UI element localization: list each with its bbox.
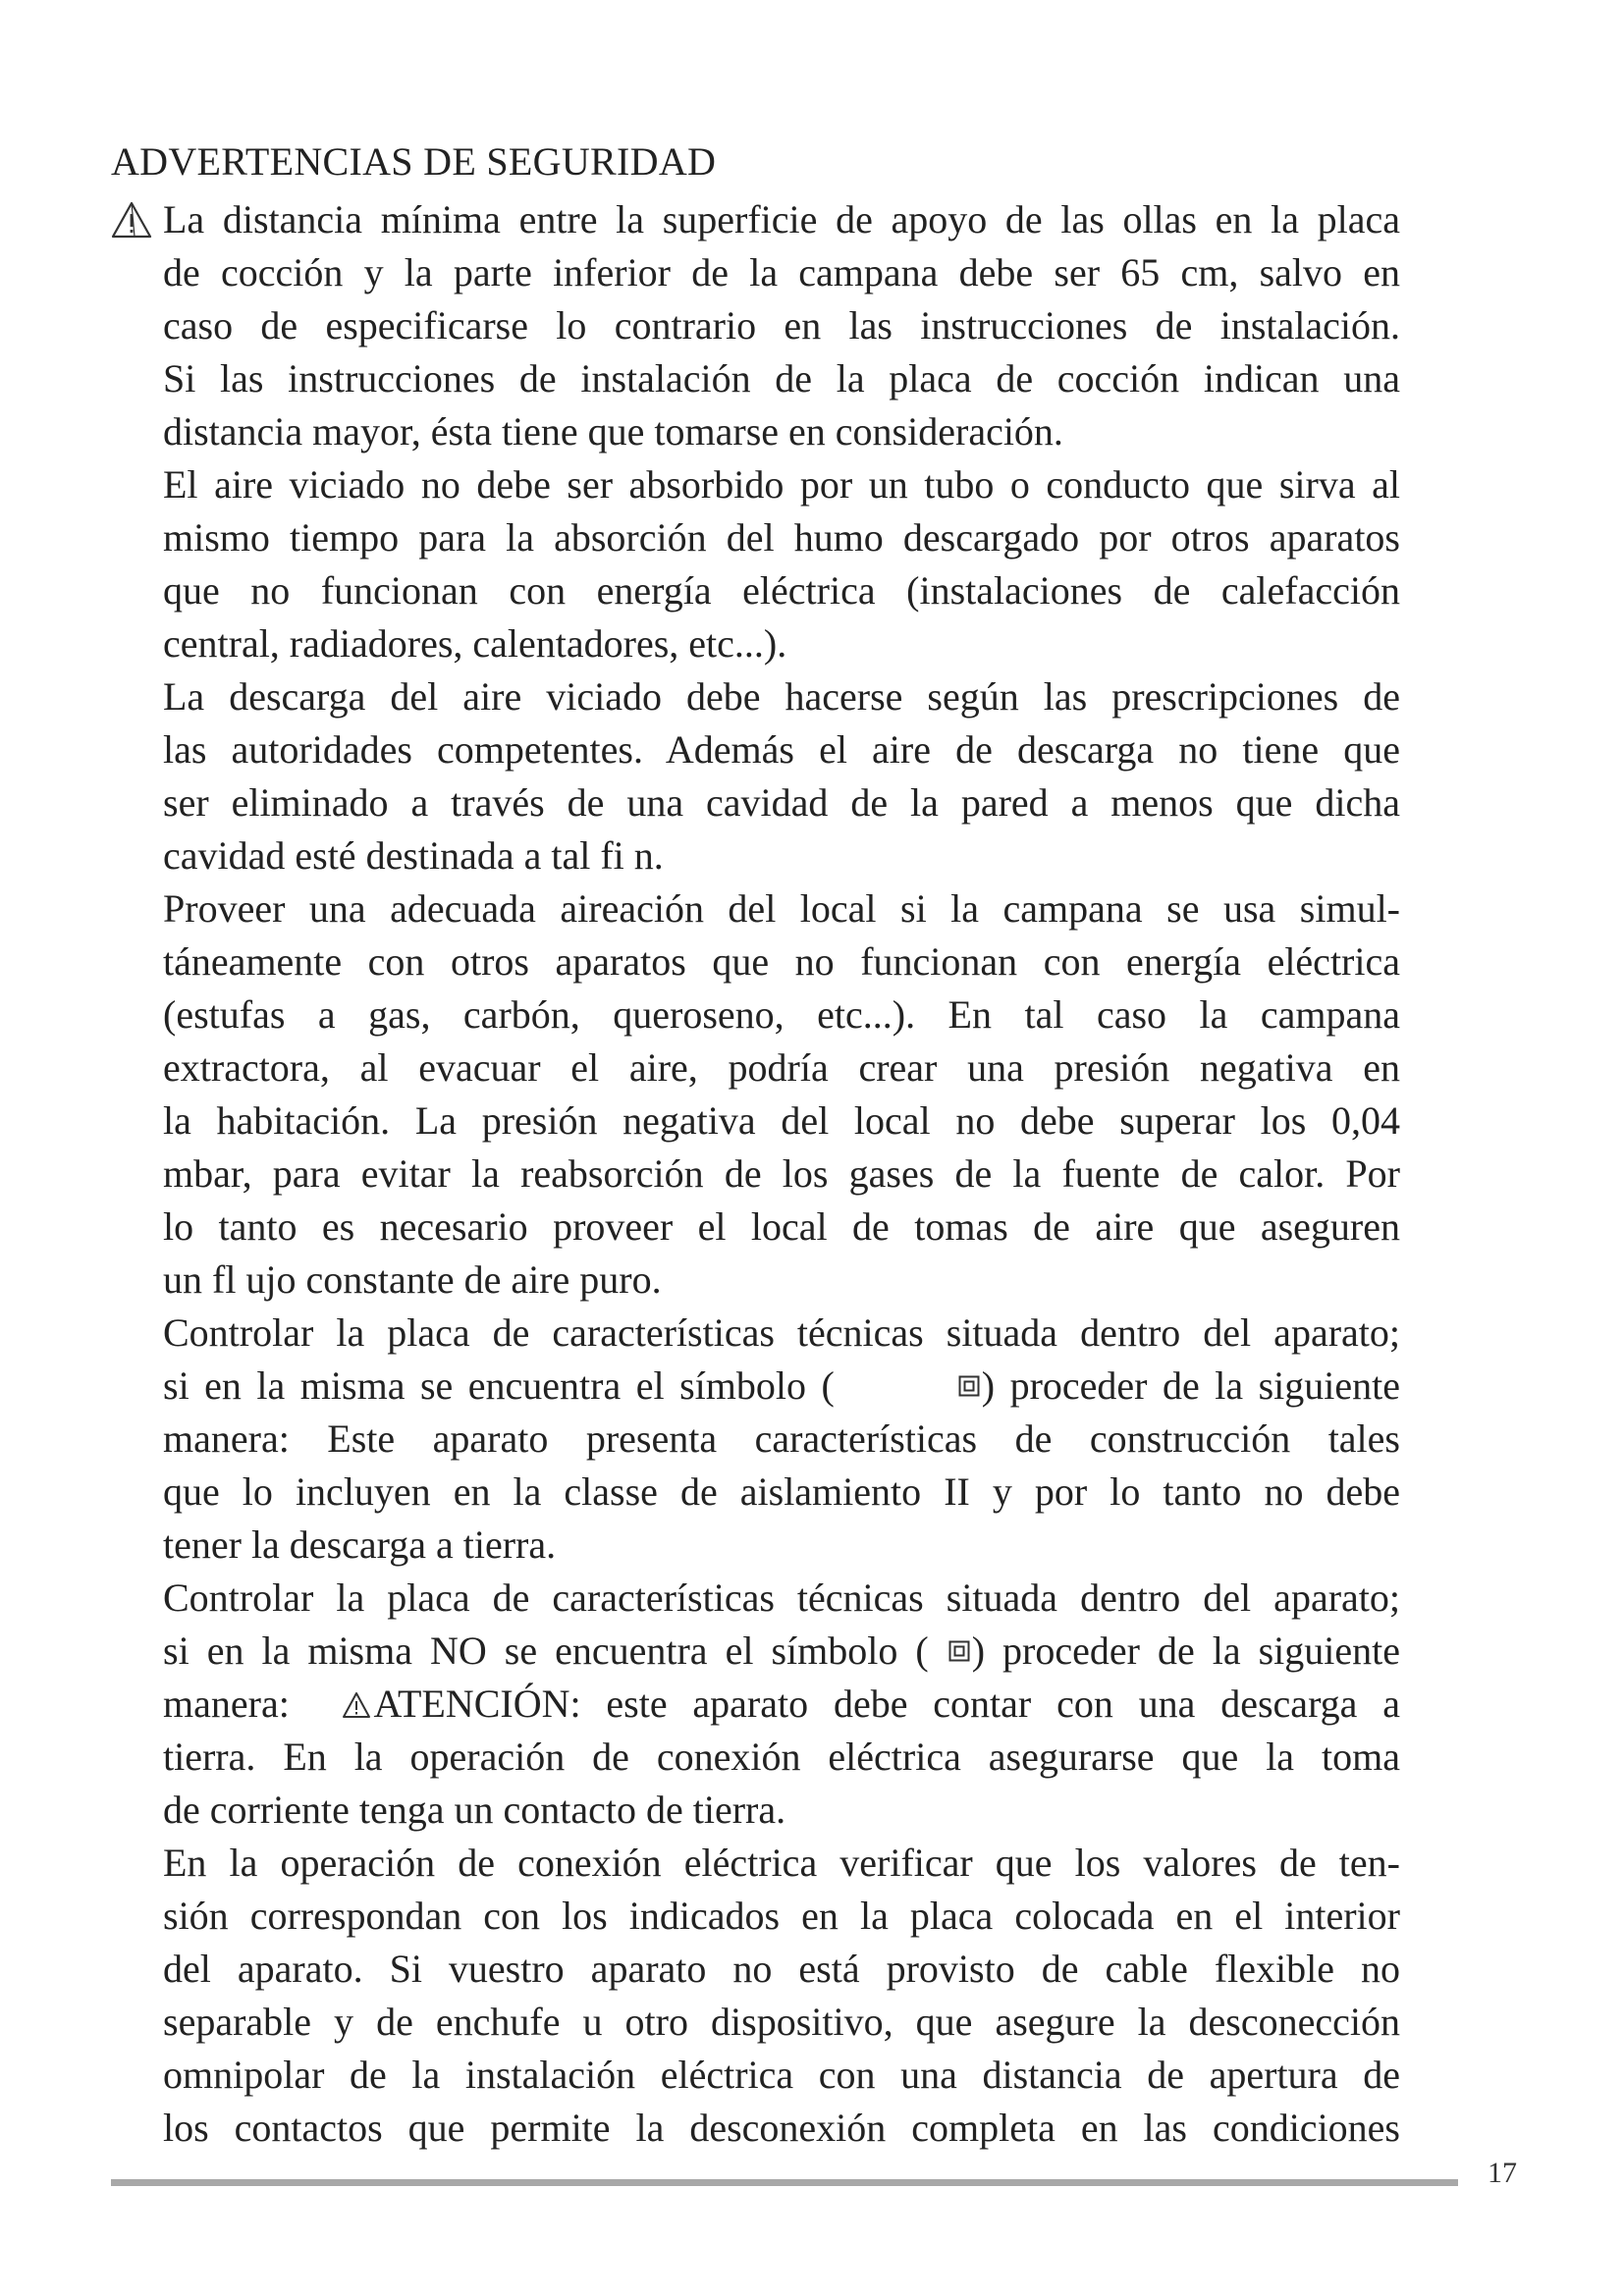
text-line: Controlar la placa de características técnicas situada dentro del aparato; [163,1575,1400,1620]
text-line: La distancia mínima entre la superficie de apoyo de las ollas en la placa [163,197,1400,241]
text-segment: ) proceder de la siguiente [981,1363,1401,1408]
text-segment: manera: [163,1682,290,1726]
safety-warnings-body [163,193,1400,2155]
text-line: Controlar la placa de características técnicas situada dentro del aparato; [163,1310,1400,1355]
paragraph [163,193,1400,458]
text-line: Si las instrucciones de instalación de la placa de cocción indican una [163,356,1400,400]
text-line: la habitación. La presión negativa del local no debe superar los 0,04 [163,1098,1400,1143]
warning-triangle-icon [110,200,153,240]
paragraph [163,670,1400,882]
text-line: un fl ujo constante de aire puro. [163,1257,662,1302]
text-line: mbar, para evitar la reabsorción de los gases de la fuente de calor. Por [163,1151,1400,1196]
text-segment: ) proceder de la siguiente [971,1629,1400,1673]
text-line: El aire viciado no debe ser absorbido por un tubo o conducto que sirva al [163,462,1400,507]
text-line: del aparato. Si vuestro aparato no está provisto de cable flexible no [163,1947,1400,1991]
text-line: que lo incluyen en la classe de aislamiento II y por lo tanto no debe [163,1469,1400,1514]
text-line: caso de especificarse lo contrario en las instrucciones de instalación. [163,303,1400,347]
text-line-with-symbol [163,1678,1400,1731]
text-line: extractora, al evacuar el aire, podría crear una presión negativa en [163,1045,1400,1090]
text-segment: si en la misma NO se encuentra el símbolo ( [163,1629,929,1673]
text-line: separable y de enchufe u otro dispositivo, que asegure la desconección [163,2000,1400,2044]
text-line: La descarga del aire viciado debe hacerse según las prescripciones de [163,674,1400,719]
text-segment: ATENCIÓN: este aparato debe contar con una descarga a [373,1682,1401,1726]
footer-rule [111,2179,1458,2186]
text-line: sión correspondan con los indicados en la placa colocada en el interior [163,1894,1400,1938]
text-line: omnipolar de la instalación eléctrica con una distancia de apertura de [163,2053,1400,2097]
paragraph [163,1837,1400,2155]
paragraph [163,1572,1400,1837]
double-insulation-icon [958,1375,980,1397]
text-line: los contactos que permite la desconexión completa en las condiciones [163,2106,1400,2150]
text-line: lo tanto es necesario proveer el local de tomas de aire que aseguren [163,1204,1400,1249]
text-line: central, radiadores, calentadores, etc...). [163,621,787,666]
text-line: En la operación de conexión eléctrica verificar que los valores de ten- [163,1841,1400,1885]
text-line: de corriente tenga un contacto de tierra. [163,1788,786,1832]
warning-triangle-icon [342,1691,371,1719]
text-line: de cocción y la parte inferior de la campana debe ser 65 cm, salvo en [163,250,1400,294]
paragraph [163,458,1400,670]
double-insulation-icon [948,1640,970,1662]
paragraph [163,1307,1400,1572]
text-segment: si en la misma se encuentra el símbolo ( [163,1363,835,1408]
paragraph [163,882,1400,1307]
text-line: (estufas a gas, carbón, queroseno, etc...). En tal caso la campana [163,992,1400,1037]
text-line: manera: Este aparato presenta características de construcción tales [163,1416,1400,1461]
text-line: que no funcionan con energía eléctrica (instalaciones de calefacción [163,568,1400,613]
text-line: táneamente con otros aparatos que no funcionan con energía eléctrica [163,939,1400,984]
text-line: las autoridades competentes. Además el aire de descarga no tiene que [163,727,1400,772]
page-number: 17 [1488,2157,1517,2189]
text-line-with-symbol [163,1625,1400,1678]
text-line: cavidad esté destinada a tal fi n. [163,833,664,878]
text-line: Proveer una adecuada aireación del local si la campana se usa simul- [163,886,1400,931]
text-line: tener la descarga a tierra. [163,1522,557,1567]
text-line: mismo tiempo para la absorción del humo descargado por otros aparatos [163,515,1400,560]
text-line: distancia mayor, ésta tiene que tomarse en consideración. [163,409,1063,454]
text-line-with-symbol [163,1360,1400,1413]
text-line: tierra. En la operación de conexión eléctrica asegurarse que la toma [163,1735,1400,1779]
text-line: ser eliminado a través de una cavidad de la pared a menos que dicha [163,780,1400,825]
section-title: ADVERTENCIAS DE SEGURIDAD [111,139,717,184]
